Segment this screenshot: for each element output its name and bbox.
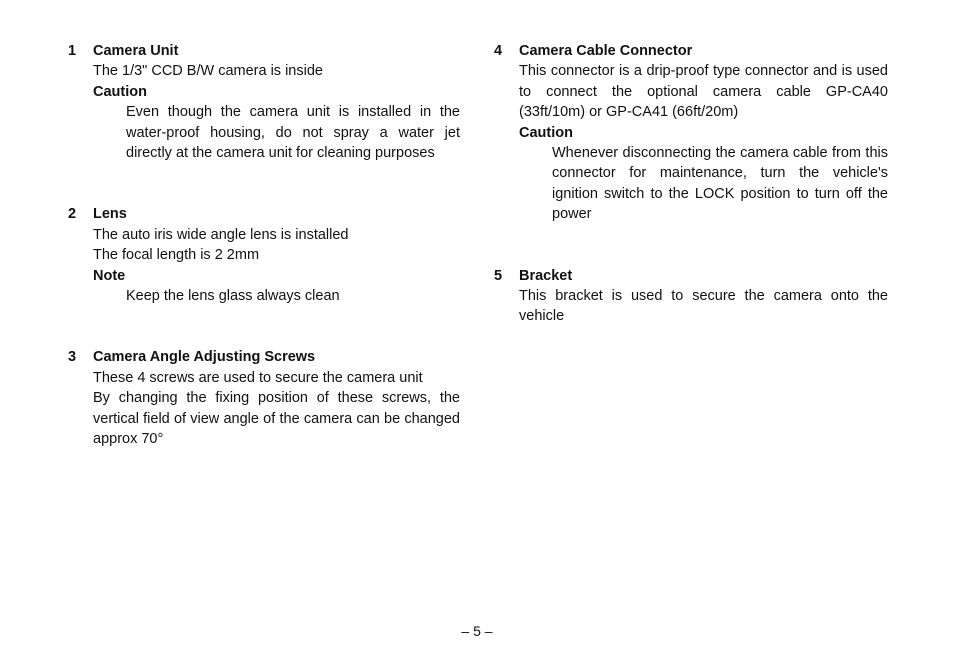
note-heading: Note xyxy=(93,267,126,284)
section-heading: Camera Unit xyxy=(93,43,179,59)
caution-heading: Caution xyxy=(519,124,573,141)
section-heading: Camera Cable Connector xyxy=(519,43,693,59)
right-column xyxy=(494,41,888,327)
section-text-line: By changing the fixing position of these screws, the vertical field of view angle of the camera can be changed approx 70° xyxy=(93,390,460,448)
section-text-line: The auto iris wide angle lens is installed xyxy=(93,226,349,243)
section-heading: Lens xyxy=(93,206,127,223)
left-column xyxy=(68,41,460,450)
section-number: 3 xyxy=(68,349,77,366)
section-text: This connector is a drip-proof type connector and is used to connect the optional camera cable GP-CA40 (33ft/10m) or GP-CA41 (66ft/20m) xyxy=(519,63,888,121)
section-number: 5 xyxy=(494,267,503,284)
section-text-line: The focal length is 2 2mm xyxy=(93,247,260,264)
note-text: Keep the lens glass always clean xyxy=(126,288,340,305)
section-number: 1 xyxy=(68,43,77,59)
section-camera-unit xyxy=(68,41,460,163)
section-bracket xyxy=(494,266,888,327)
section-camera-angle-screws xyxy=(68,347,460,449)
section-heading: Camera Angle Adjusting Screws xyxy=(93,349,316,366)
page-number: – 5 – xyxy=(461,623,493,639)
section-camera-cable-connector xyxy=(494,41,888,225)
section-text-line: These 4 screws are used to secure the camera unit xyxy=(93,369,423,386)
caution-text: Whenever disconnecting the camera cable from this connector for maintenance, turn the vehicle's ignition switch to the LOCK position to turn off the power xyxy=(552,145,888,223)
section-text: The 1/3" CCD B/W camera is inside xyxy=(93,63,323,80)
caution-heading: Caution xyxy=(93,83,147,100)
section-number: 2 xyxy=(68,206,77,223)
section-text: This bracket is used to secure the camera onto the vehicle xyxy=(519,288,888,325)
section-heading: Bracket xyxy=(519,267,573,284)
section-lens xyxy=(68,204,460,306)
section-number: 4 xyxy=(494,43,503,59)
caution-text: Even though the camera unit is installed in the water-proof housing, do not spray a water jet directly at the camera unit for cleaning purposes xyxy=(126,104,460,162)
